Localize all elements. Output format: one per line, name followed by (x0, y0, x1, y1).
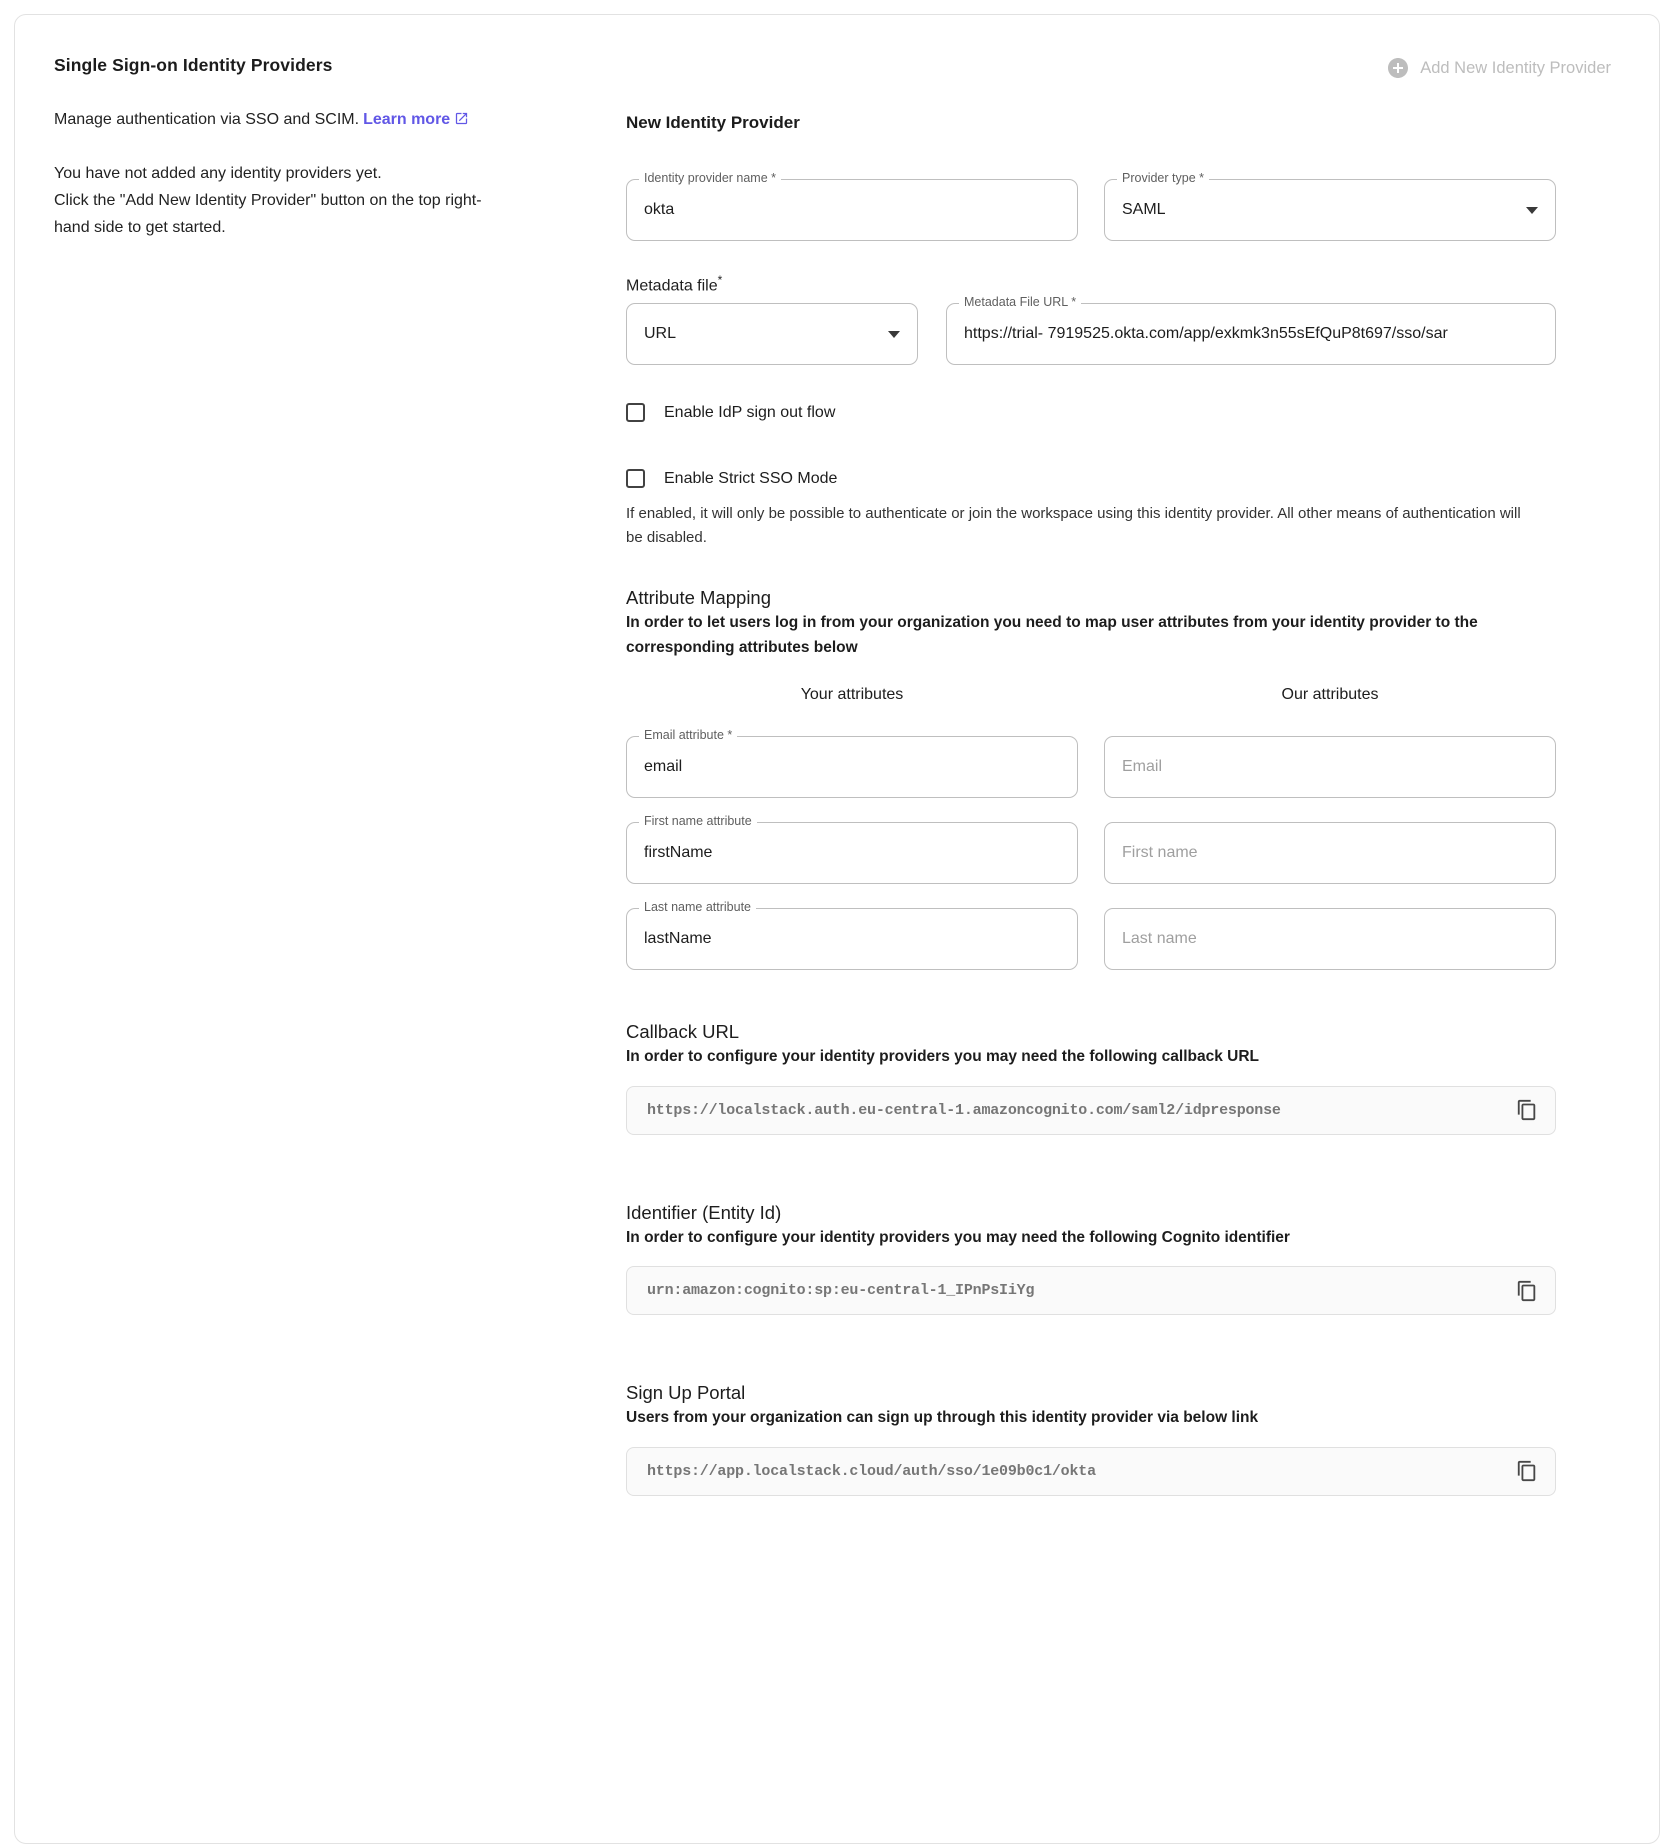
email-attribute-row (626, 728, 1556, 798)
page-title: Single Sign-on Identity Providers (54, 55, 333, 75)
metadata-file-type-value (644, 304, 900, 364)
signup-portal-heading: Sign Up Portal (626, 1382, 746, 1403)
email-target-field (1104, 736, 1556, 798)
enable-idp-signout-checkbox-row[interactable] (626, 403, 1556, 422)
last-name-attribute-field (626, 900, 1078, 970)
callback-url-heading: Callback URL (626, 1021, 740, 1042)
empty-state-line1: You have not added any identity providers yet. (54, 165, 382, 182)
first-name-attribute-field (626, 814, 1078, 884)
email-target-input (1122, 737, 1538, 797)
strict-sso-checkbox-row[interactable] (626, 469, 1556, 488)
identifier-value: urn:amazon:cognito:sp:eu-central-1_IPnPsIiYg (647, 1282, 1035, 1299)
attribute-column-headers (626, 686, 1556, 704)
idp-signout-checkbox-label: Enable IdP sign out flow (664, 403, 836, 421)
strict-sso-helper-text: If enabled, it will only be possible to authenticate or join the workspace using this identity provider. All other means of authentication will be disabled. (626, 505, 1521, 546)
new-identity-provider-form (626, 97, 1556, 1496)
strict-sso-checkbox[interactable] (626, 469, 645, 488)
learn-more-link[interactable]: Learn more (363, 111, 451, 128)
form-heading: New Identity Provider (626, 113, 800, 132)
callback-url-value: https://localstack.auth.eu-central-1.amazoncognito.com/saml2/idpresponse (647, 1101, 1281, 1119)
identity-provider-name-label: Identity provider name * (639, 171, 781, 185)
first-name-attribute-input[interactable] (644, 823, 1060, 883)
callback-url-code-block (626, 1086, 1556, 1135)
add-button-label: Add New Identity Provider (1420, 58, 1611, 77)
copy-identifier-button[interactable] (1512, 1276, 1542, 1306)
attribute-mapping-description: In order to let users log in from your organization you need to map user attributes from your identity provider to the corresponding attributes below (626, 614, 1478, 656)
copy-icon (1516, 1280, 1538, 1302)
copy-callback-url-button[interactable] (1512, 1095, 1542, 1125)
strict-sso-checkbox-label: Enable Strict SSO Mode (664, 469, 838, 487)
copy-icon (1516, 1099, 1538, 1121)
metadata-file-required-mark: * (717, 273, 723, 287)
provider-type-value (1122, 180, 1538, 240)
email-attribute-input[interactable] (644, 737, 1060, 797)
identity-provider-name-field (626, 171, 1078, 241)
signup-portal-description: Users from your organization can sign up through this identity provider via below link (626, 1409, 1259, 1426)
first-name-attribute-label: First name attribute (639, 814, 757, 828)
metadata-file-label (626, 273, 1556, 294)
callback-url-description: In order to configure your identity providers you may need the following callback URL (626, 1048, 1260, 1065)
first-name-target-input (1122, 823, 1538, 883)
name-type-row (626, 171, 1556, 241)
your-attributes-header: Your attributes (800, 686, 904, 703)
last-name-attribute-label: Last name attribute (639, 900, 756, 914)
empty-state-text (54, 160, 536, 241)
metadata-row (626, 295, 1556, 365)
copy-signup-portal-button[interactable] (1512, 1456, 1542, 1486)
identifier-description: In order to configure your identity providers you may need the following Cognito identifier (626, 1228, 1290, 1246)
intro-text (54, 111, 536, 131)
last-name-attribute-row (626, 900, 1556, 970)
metadata-file-url-input[interactable] (964, 304, 1538, 364)
metadata-file-url-field (946, 295, 1556, 365)
our-attributes-header: Our attributes (1281, 686, 1379, 703)
provider-type-select[interactable] (1104, 171, 1556, 241)
add-circle-icon (1386, 56, 1410, 80)
identifier-code-block (626, 1266, 1556, 1315)
sso-left-column (54, 55, 536, 241)
add-new-identity-provider-button[interactable] (1386, 56, 1611, 80)
idp-signout-checkbox[interactable] (626, 403, 645, 422)
empty-state-line3: hand side to get started. (54, 219, 226, 236)
metadata-file-type-select[interactable] (626, 303, 918, 365)
sso-settings-card (14, 14, 1660, 1844)
provider-type-label: Provider type * (1117, 171, 1209, 185)
last-name-target-field (1104, 908, 1556, 970)
last-name-attribute-input[interactable] (644, 909, 1060, 969)
attribute-mapping-heading: Attribute Mapping (626, 587, 772, 608)
metadata-file-label-text: Metadata file (626, 277, 718, 295)
identifier-heading: Identifier (Entity Id) (626, 1201, 782, 1223)
external-link-icon (454, 111, 469, 131)
intro-text-label: Manage authentication via SSO and SCIM. (54, 111, 360, 128)
email-attribute-field (626, 728, 1078, 798)
signup-portal-code-block (626, 1447, 1556, 1496)
empty-state-line2: Click the "Add New Identity Provider" button on the top right- (54, 192, 482, 209)
first-name-attribute-row (626, 814, 1556, 884)
metadata-file-url-label: Metadata File URL * (959, 295, 1081, 309)
first-name-target-field (1104, 822, 1556, 884)
identity-provider-name-input[interactable] (644, 180, 1060, 240)
email-attribute-label: Email attribute * (639, 728, 737, 742)
last-name-target-input (1122, 909, 1538, 969)
copy-icon (1516, 1460, 1538, 1482)
signup-portal-value: https://app.localstack.cloud/auth/sso/1e09b0c1/okta (647, 1462, 1096, 1480)
